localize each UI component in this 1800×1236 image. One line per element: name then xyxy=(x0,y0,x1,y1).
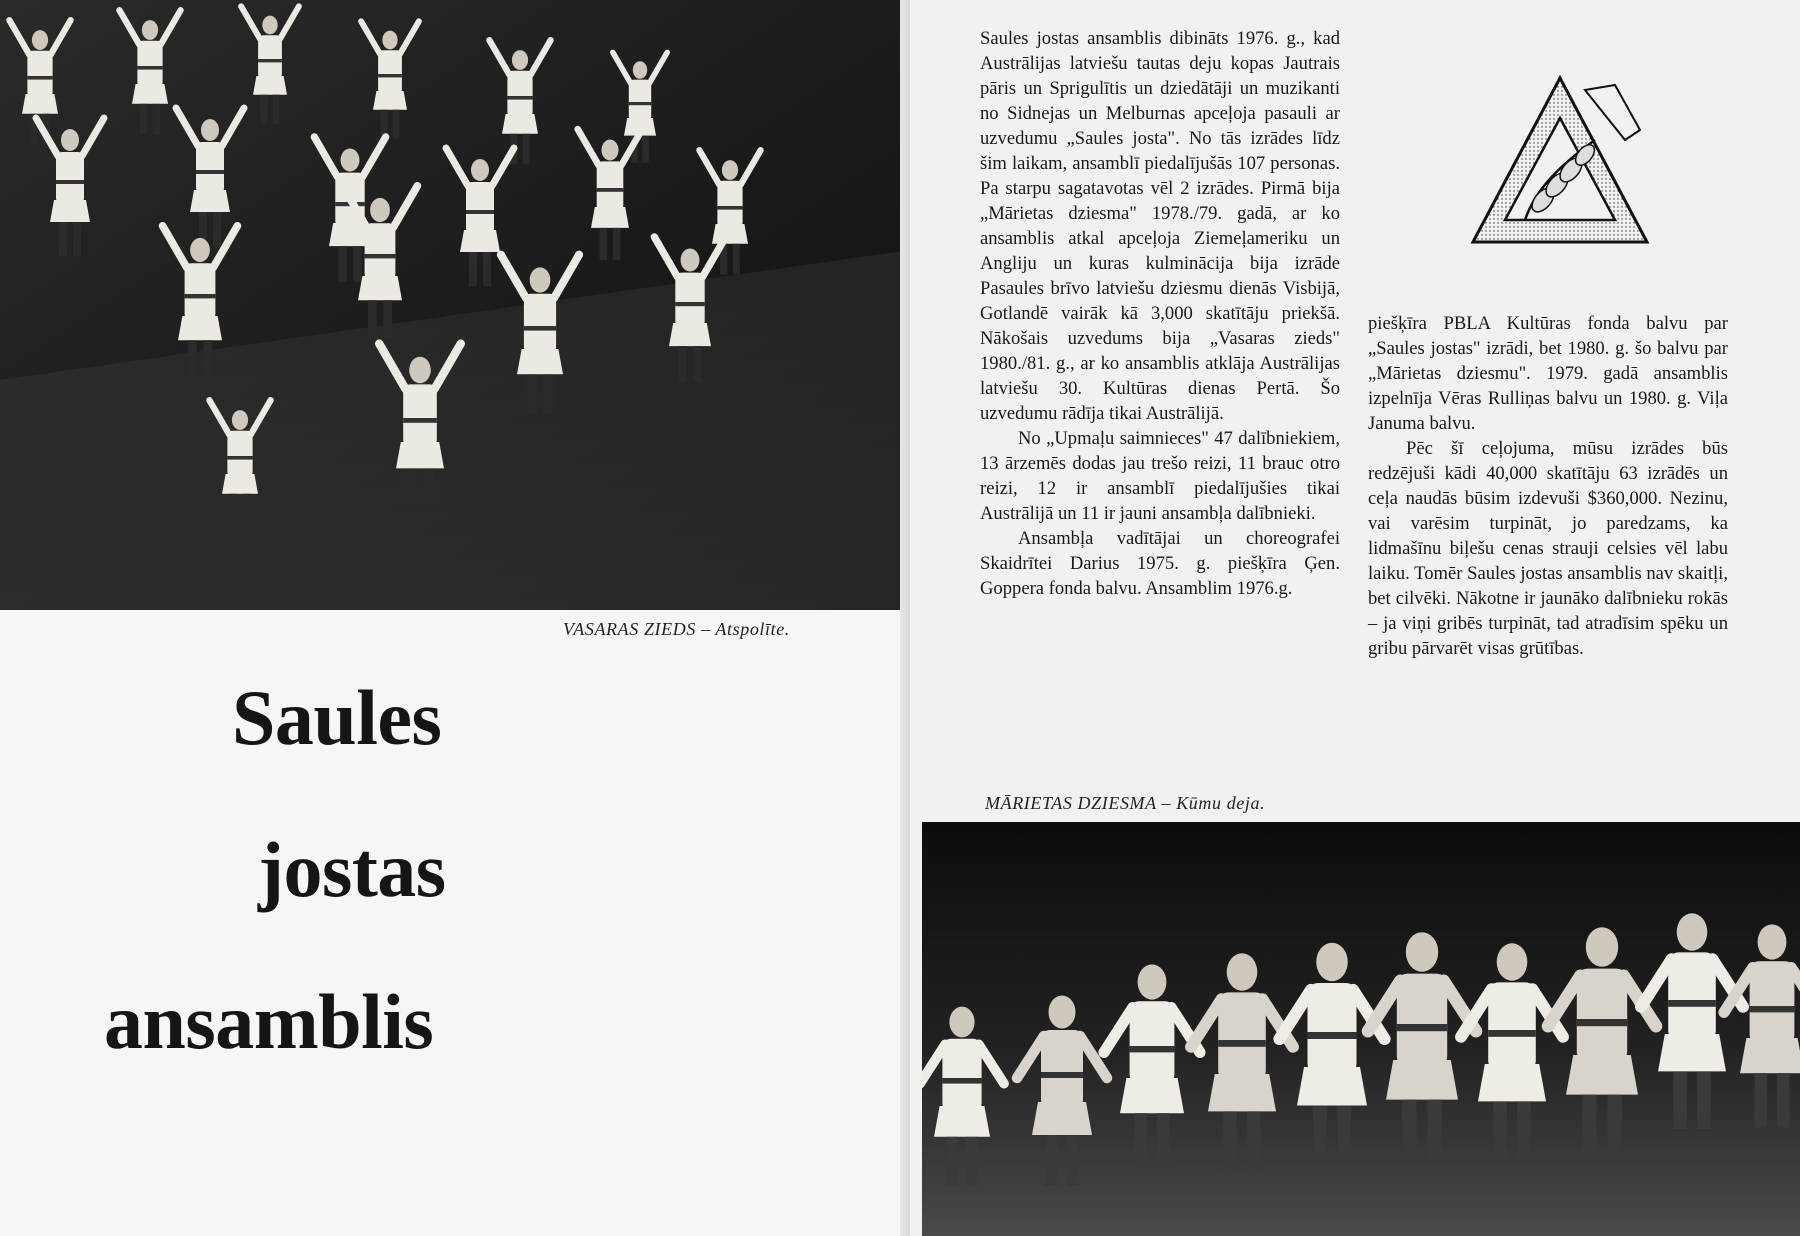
paragraph-4: piešķīra PBLA Kultūras fonda balvu par „Saules jostas" izrādi, bet 1980. g. šo balvu par „Mārietas dziesmu". 1979. gadā ansamblis izpelnīja Vēras Rulliņas balvu un 1980. g. Viļa Januma balvu. xyxy=(1368,313,1728,434)
paragraph-3: Ansambļa vadītājai un choreografei Skaidrītei Darius 1975. g. piešķīra Ģen. Goppera fonda balvu. Ansamblim 1976.g. xyxy=(980,528,1340,599)
title-line-3: ansamblis xyxy=(104,978,434,1065)
text-column-1 xyxy=(980,26,1340,601)
text-column-2 xyxy=(1368,311,1728,661)
photo-vasaras-zieds xyxy=(0,0,910,610)
paragraph-5: Pēc šī ceļojuma, mūsu izrādes būs redzējuši kādi 40,000 skatītāju 63 izrādēs un ceļa naudās būsim izdevuši $360,000. Nezinu, vai varēsim turpināt, jo paredzams, ka lidmašīnu biļešu cenas strauji celsies vēl labu laiku. Tomēr Saules jostas ansamblis nav skaitļi, bet cilvēki. Nākotne ir jaunāko dalībnieku rokās – ja viņi gribēs turpināt, tad atradīsim spēku un gribu pārvarēt visas grūtības. xyxy=(1368,438,1728,659)
right-page xyxy=(910,0,1800,1236)
triangle-wheat-emblem-icon xyxy=(1465,70,1655,255)
title-line-1: Saules xyxy=(232,674,442,761)
photo-marietas-dziesma xyxy=(922,822,1800,1236)
title-line-2: jostas xyxy=(258,826,446,913)
paragraph-1: Saules jostas ansamblis dibināts 1976. g., kad Austrālijas latviešu tautas deju kopas Jautrais pāris un Sprigulītis un dziedātāji un muzikanti no Sidnejas un Melburnas apceļoja pasauli ar uzvedumu „Saules josta". No tās izrādes līdz šim laikam, ansamblī piedalījušās 107 personas. Pa starpu sagatavotas vēl 2 izrādes. Pirmā bija „Mārietas dziesma" 1978./79. gadā, ar ko ansamblis atkal apceļoja Ziemeļameriku un Angliju un kuras kulminācija bija izrāde Pasaules brīvo latviešu dziesmu dienās Visbijā, Gotlandē vairāk kā 3,000 skatītāju priekšā. Nākošais uzvedums bija „Vasaras zieds" 1980./81. g., ar ko ansamblis atklāja Austrālijas latviešu 30. Kultūras dienas Pertā. Šo uzvedumu rādīja tikai Austrālijā. xyxy=(980,28,1340,424)
caption-marietas-dziesma: MĀRIETAS DZIESMA – Kūmu deja. xyxy=(985,793,1266,813)
dancers-photo-image xyxy=(0,0,910,610)
paragraph-2: No „Upmaļu saimnieces" 47 dalībniekiem, 13 ārzemēs dodas jau trešo reizi, 11 brauc otro reizi, 12 ir ansamblī piedalījušies tikai Austrālijā un 11 ir jauni ansambļa dalībnieki. xyxy=(980,428,1340,524)
performers-photo-image xyxy=(922,822,1800,1236)
caption-vasaras-zieds: VASARAS ZIEDS – Atspolīte. xyxy=(563,619,790,639)
